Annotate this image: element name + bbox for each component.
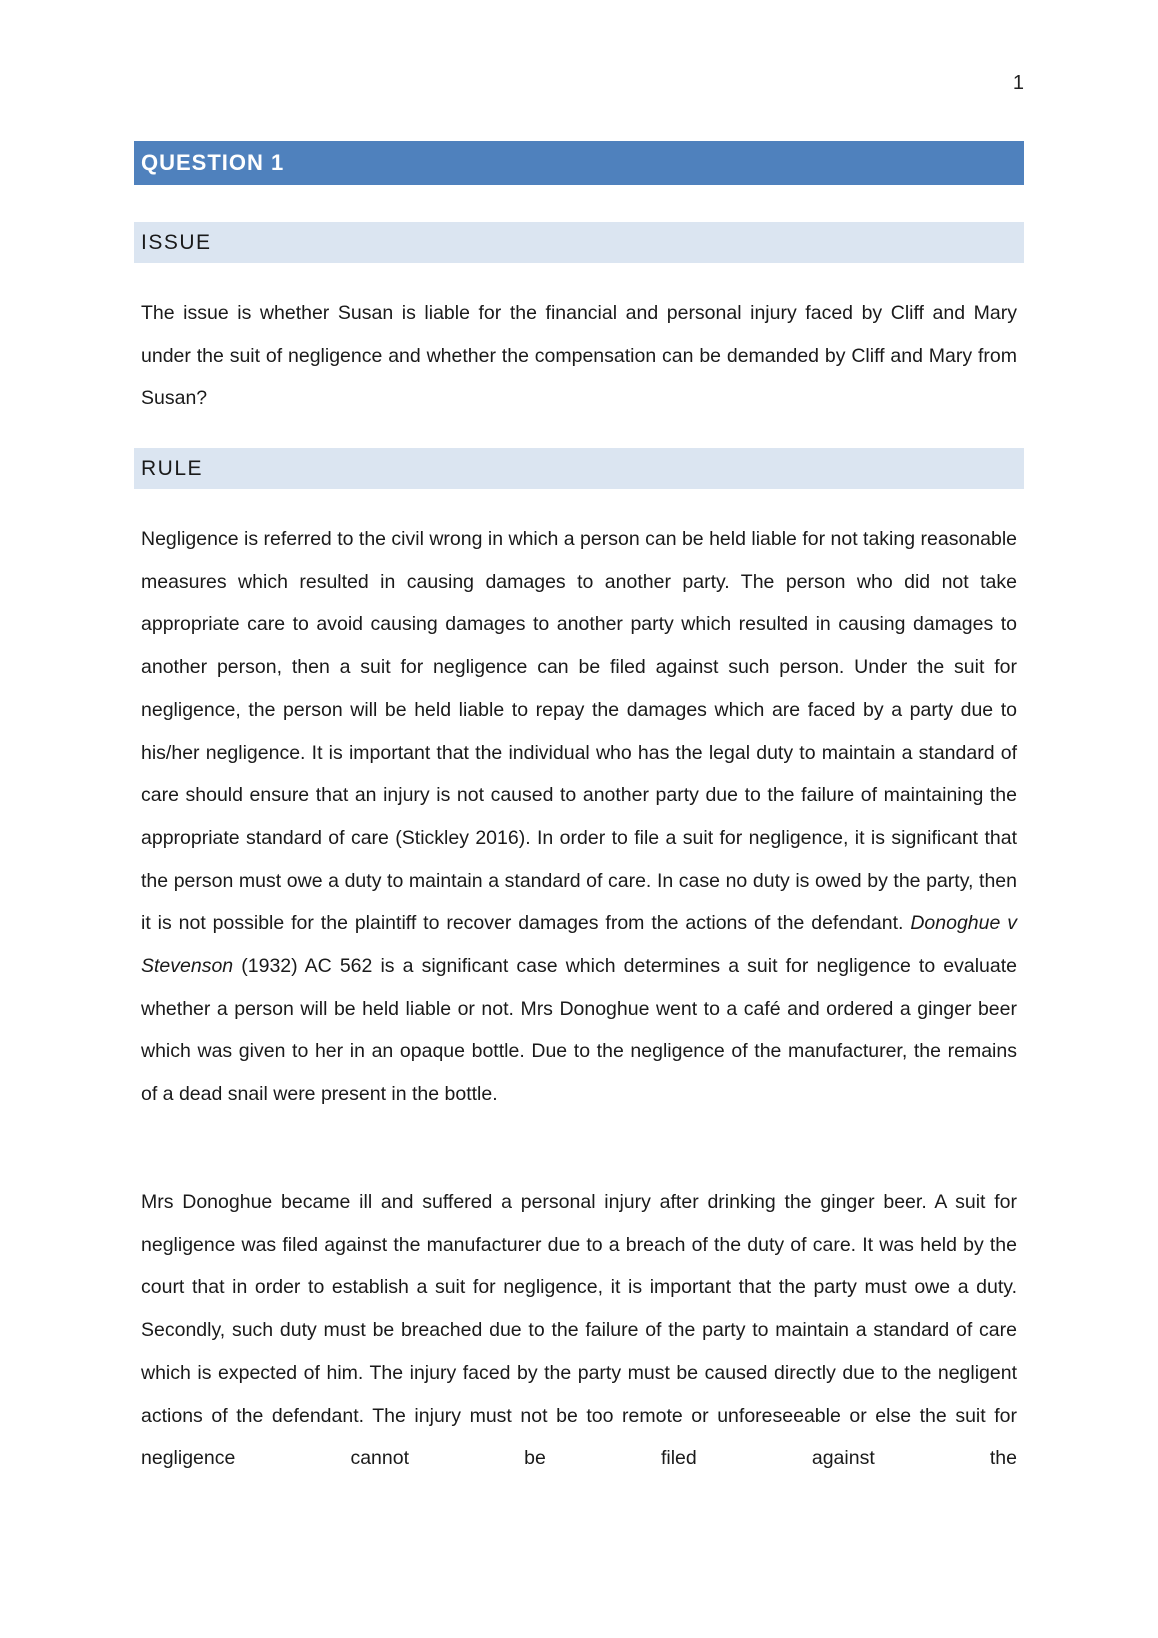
- case-citation: Donoghue v Stevenson: [141, 912, 1017, 978]
- heading-rule: RULE: [134, 448, 1024, 489]
- rule-paragraph-1-text-b: (1932) AC 562 is a significant case which determines a suit for negligence to evaluate whether a person will be held liable or not. Mrs Donoghue went to a café and ordered a ginger beer which was given to her in an opaque bottle. Due to the negligence of the manufacturer, the remains of a dead snail were present in the bottle.: [141, 955, 1017, 1106]
- rule-paragraph-1: [141, 518, 1017, 1116]
- rule-paragraph-1-text-a: Negligence is referred to the civil wrong in which a person can be held liable for not taking reasonable measures which resulted in causing damages to another party. The person who did not take appropriate care to avoid causing damages to another party which resulted in causing damages to another person, then a suit for negligence can be filed against such person. Under the suit for negligence, the person will be held liable to repay the damages which are faced by a party due to his/her negligence. It is important that the individual who has the legal duty to maintain a standard of care should ensure that an injury is not caused to another party due to the failure of maintaining the appropriate standard of care (Stickley 2016). In order to file a suit for negligence, it is significant that the person must owe a duty to maintain a standard of care. In case no duty is owed by the party, then it is not possible for the plaintiff to recover damages from the actions of the defendant.: [141, 528, 1017, 935]
- rule-paragraph-2: Mrs Donoghue became ill and suffered a personal injury after drinking the ginger beer. A suit for negligence was filed against the manufacturer due to a breach of the duty of care. It was held by the court that in order to establish a suit for negligence, it is important that the party must owe a duty. Secondly, such duty must be breached due to the failure of the party to maintain a standard of care which is expected of him. The injury faced by the party must be caused directly due to the negligent actions of the defendant. The injury must not be too remote or unforeseeable or else the suit for negligence cannot be filed against the: [141, 1191, 1017, 1470]
- heading-question: QUESTION 1: [134, 141, 1024, 185]
- page-number: 1: [1012, 72, 1024, 94]
- heading-issue: ISSUE: [134, 222, 1024, 263]
- issue-paragraph: The issue is whether Susan is liable for the financial and personal injury faced by Cliff and Mary under the suit of negligence and whether the compensation can be demanded by Cliff and Mary from Susan?: [141, 302, 1017, 410]
